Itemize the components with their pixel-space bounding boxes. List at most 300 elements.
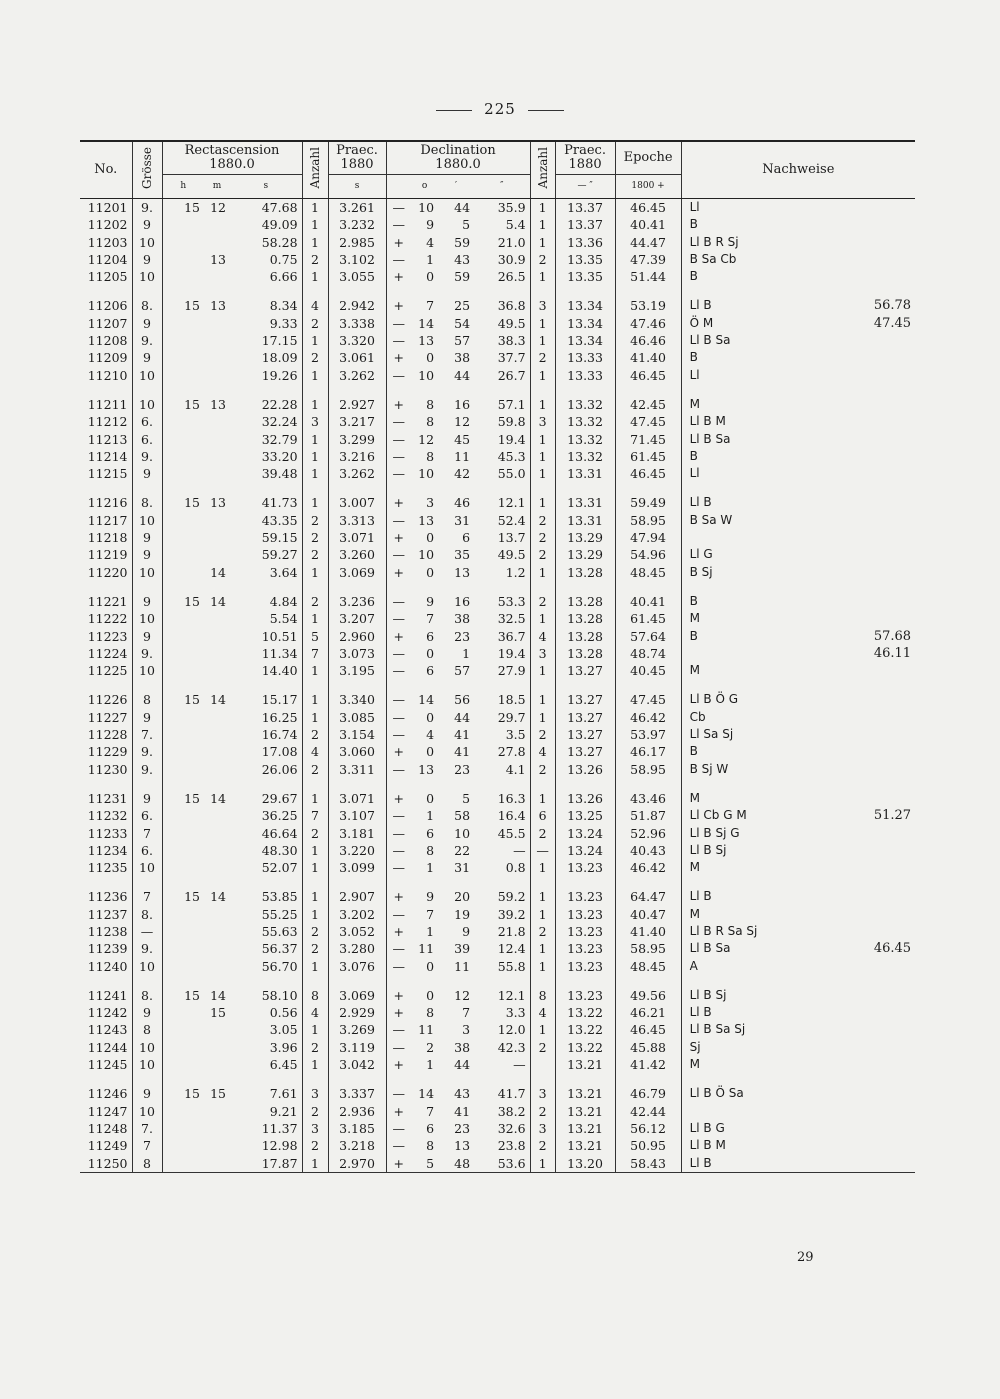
group-gap xyxy=(80,1073,915,1085)
cell-dd: 9 xyxy=(426,217,435,233)
cell-p: 3.337 xyxy=(328,1085,386,1102)
cell-h xyxy=(162,726,204,743)
cell-no: 11226 xyxy=(87,692,128,708)
cell-a: 3 xyxy=(302,413,328,430)
cell-p2: 13.21 xyxy=(555,1103,615,1120)
header-rectascension: Rectascension 1880.0 xyxy=(162,141,302,175)
cell-a2: 2 xyxy=(530,593,555,610)
cell-a2: 2 xyxy=(530,825,555,842)
cell-h: 15 xyxy=(162,494,204,511)
table-row xyxy=(80,726,915,743)
cell-ep: 57.64 xyxy=(615,628,681,645)
nachweise-text: Ll B Sj xyxy=(689,842,727,857)
cell-dd: 14 xyxy=(418,692,435,708)
cell-dsec: 45.5 xyxy=(497,825,526,841)
header-unit-arcsec: ″ xyxy=(474,175,530,199)
extra-epoch xyxy=(911,1056,915,1073)
table-row xyxy=(80,297,915,314)
cell-a2: 2 xyxy=(530,512,555,529)
cell-no: 11203 xyxy=(87,234,128,250)
cell-dsec: 55.0 xyxy=(497,466,526,482)
cell-nw xyxy=(681,1103,915,1120)
nachweise-text: Cb xyxy=(689,709,706,724)
cell-ds: — xyxy=(386,251,411,268)
cell-ep: 44.47 xyxy=(615,234,681,251)
cell-ds: — xyxy=(386,332,411,349)
cell-ds: — xyxy=(386,940,411,957)
cell-no: 11222 xyxy=(87,611,128,627)
cell-ep: 59.49 xyxy=(615,494,681,511)
extra-epoch: 47.45 xyxy=(873,315,912,331)
header-praec2-unit: — ″ xyxy=(555,175,615,199)
cell-a: 2 xyxy=(302,1039,328,1056)
cell-nw xyxy=(681,1021,915,1038)
cell-g: 9. xyxy=(132,199,162,217)
cell-dm: 38 xyxy=(454,1039,471,1055)
cell-p: 2.970 xyxy=(328,1155,386,1173)
cell-ds: — xyxy=(386,709,411,726)
table-row xyxy=(80,628,915,645)
cell-nw xyxy=(681,564,915,581)
cell-dm: 5 xyxy=(462,217,471,233)
cell-h xyxy=(162,268,204,285)
extra-epoch xyxy=(911,859,915,876)
cell-a2: 3 xyxy=(530,1085,555,1102)
cell-dm: 20 xyxy=(454,889,471,905)
cell-no: 11242 xyxy=(87,1005,128,1021)
cell-dsec: 36.8 xyxy=(497,298,526,314)
extra-epoch xyxy=(911,1155,915,1172)
nachweise-text: Ll Sa Sj xyxy=(689,727,734,742)
cell-g: 8. xyxy=(132,906,162,923)
cell-h xyxy=(162,923,204,940)
cell-dsec: 23.8 xyxy=(497,1138,526,1154)
cell-no: 11250 xyxy=(80,1155,132,1173)
cell-a2: 1 xyxy=(530,494,555,511)
nachweise-text: Ll B R Sa Sj xyxy=(689,923,758,938)
cell-a: 1 xyxy=(302,234,328,251)
cell-ep: 40.45 xyxy=(615,662,681,679)
cell-dm: 59 xyxy=(454,234,471,250)
cell-a: 2 xyxy=(302,761,328,778)
cell-a2: 1 xyxy=(530,1021,555,1038)
nachweise-text: Ll xyxy=(689,367,700,382)
cell-m xyxy=(204,1103,230,1120)
cell-a: 2 xyxy=(302,251,328,268)
cell-ds: + xyxy=(386,888,411,905)
extra-epoch: 46.11 xyxy=(873,645,912,661)
cell-nw xyxy=(681,546,915,563)
header-unit-deg: o xyxy=(411,175,438,199)
cell-p: 3.154 xyxy=(328,726,386,743)
cell-h xyxy=(162,825,204,842)
nachweise-text: Ll B Ö G xyxy=(689,692,739,707)
cell-h xyxy=(162,662,204,679)
cell-no: 11228 xyxy=(87,727,128,743)
cell-a2: 2 xyxy=(530,923,555,940)
cell-m: 14 xyxy=(210,692,226,708)
cell-ds: — xyxy=(386,958,411,975)
cell-g: 8. xyxy=(132,297,162,314)
cell-m xyxy=(204,268,230,285)
header-unit-arcmin: ′ xyxy=(438,175,474,199)
nachweise-text: Ll Cb G M xyxy=(689,808,747,823)
cell-s: 33.20 xyxy=(261,448,298,464)
table-row xyxy=(80,1137,915,1154)
cell-dsec: 53.6 xyxy=(474,1155,530,1173)
cell-p: 3.052 xyxy=(328,923,386,940)
cell-p2: 13.23 xyxy=(555,958,615,975)
cell-a: 1 xyxy=(302,216,328,233)
cell-dm: 11 xyxy=(454,448,471,464)
cell-nw xyxy=(681,234,915,251)
cell-ds: — xyxy=(386,1039,411,1056)
cell-g: 6. xyxy=(132,842,162,859)
cell-dd: 4 xyxy=(426,727,435,743)
cell-m xyxy=(204,761,230,778)
cell-h: 15 xyxy=(162,297,204,314)
cell-dm: 35 xyxy=(454,547,471,563)
cell-nw xyxy=(681,268,915,285)
cell-m xyxy=(204,431,230,448)
cell-p: 3.280 xyxy=(328,940,386,957)
cell-dd: 7 xyxy=(426,906,435,922)
table-row xyxy=(80,465,915,482)
cell-ds: — xyxy=(386,691,411,708)
cell-a: 1 xyxy=(302,906,328,923)
cell-dsec: 12.1 xyxy=(497,495,526,511)
cell-s: 18.09 xyxy=(261,350,298,366)
cell-no: 11227 xyxy=(87,709,128,725)
header-praec-unit: s xyxy=(328,175,386,199)
cell-s: 16.74 xyxy=(261,727,298,743)
cell-ep: 46.17 xyxy=(615,743,681,760)
cell-no: 11201 xyxy=(87,200,128,215)
cell-ep: 47.39 xyxy=(615,251,681,268)
cell-p: 3.320 xyxy=(328,332,386,349)
cell-g: 7 xyxy=(132,888,162,905)
cell-m xyxy=(204,743,230,760)
cell-dd: 10 xyxy=(418,547,435,563)
cell-p: 3.311 xyxy=(328,761,386,778)
cell-nw xyxy=(681,726,915,743)
cell-p2: 13.23 xyxy=(555,923,615,940)
cell-dm: 16 xyxy=(454,593,471,609)
cell-p: 3.042 xyxy=(328,1056,386,1073)
cell-s: 47.68 xyxy=(261,200,298,215)
cell-a2: 1 xyxy=(530,940,555,957)
cell-dsec: 16.3 xyxy=(497,790,526,806)
cell-a2: 3 xyxy=(530,413,555,430)
cell-dsec: 26.7 xyxy=(497,367,526,383)
cell-h xyxy=(162,431,204,448)
cell-p2: 13.21 xyxy=(555,1085,615,1102)
cell-ep: 47.46 xyxy=(615,315,681,332)
cell-a2: — xyxy=(530,842,555,859)
nachweise-text: M xyxy=(689,663,700,678)
cell-m: 14 xyxy=(210,564,226,580)
nachweise-text: Sj xyxy=(689,1039,701,1054)
cell-dd: 4 xyxy=(426,234,435,250)
cell-p: 3.207 xyxy=(328,610,386,627)
cell-m: 12 xyxy=(210,200,226,215)
cell-dsec: — xyxy=(513,1057,526,1073)
extra-epoch xyxy=(911,1021,915,1038)
cell-ds: + xyxy=(386,564,411,581)
cell-s: 19.26 xyxy=(261,367,298,383)
cell-a: 2 xyxy=(302,923,328,940)
cell-dd: 6 xyxy=(426,663,435,679)
cell-dm: 56 xyxy=(454,692,471,708)
cell-g: 10 xyxy=(132,662,162,679)
cell-no: 11211 xyxy=(87,396,128,412)
cell-g: 7 xyxy=(132,1137,162,1154)
table-row xyxy=(80,512,915,529)
extra-epoch xyxy=(911,987,915,1004)
cell-p: 2.985 xyxy=(328,234,386,251)
cell-dd: 6 xyxy=(426,628,435,644)
cell-p2: 13.25 xyxy=(555,807,615,824)
cell-s: 7.61 xyxy=(269,1086,298,1102)
cell-nw xyxy=(681,923,915,940)
cell-h xyxy=(162,743,204,760)
cell-ds: — xyxy=(386,315,411,332)
cell-ep: 47.45 xyxy=(615,413,681,430)
extra-epoch xyxy=(911,825,915,842)
cell-dm: 48 xyxy=(438,1155,474,1173)
cell-dm: 46 xyxy=(454,495,471,511)
cell-p2: 13.29 xyxy=(555,546,615,563)
cell-dd: 1 xyxy=(426,808,435,824)
cell-dm: 22 xyxy=(454,842,471,858)
cell-s: 0.75 xyxy=(269,251,298,267)
cell-a: 7 xyxy=(302,645,328,662)
cell-p2: 13.32 xyxy=(555,413,615,430)
cell-dd: 0 xyxy=(426,564,435,580)
nachweise-text: Ll xyxy=(689,466,700,481)
nachweise-text: Ll B G xyxy=(689,1120,725,1135)
cell-p: 3.071 xyxy=(328,790,386,807)
cell-a: 1 xyxy=(302,888,328,905)
cell-s: 48.30 xyxy=(261,842,298,858)
cell-p2: 13.21 xyxy=(555,1056,615,1073)
cell-ep: 45.88 xyxy=(615,1039,681,1056)
cell-m xyxy=(204,807,230,824)
cell-p2: 13.32 xyxy=(555,396,615,413)
cell-no: 11236 xyxy=(87,889,128,905)
cell-g: 6. xyxy=(132,413,162,430)
cell-nw xyxy=(681,906,915,923)
cell-m xyxy=(204,332,230,349)
table-row xyxy=(80,825,915,842)
cell-ds: — xyxy=(386,726,411,743)
cell-ep: 47.45 xyxy=(615,691,681,708)
cell-dd: 1 xyxy=(426,860,435,876)
cell-p: 3.217 xyxy=(328,413,386,430)
cell-s: 10.51 xyxy=(261,628,298,644)
cell-ds: + xyxy=(386,494,411,511)
cell-g: 9 xyxy=(132,628,162,645)
table-row xyxy=(80,367,915,384)
cell-a: 2 xyxy=(302,546,328,563)
cell-g: 10 xyxy=(132,1103,162,1120)
nachweise-text: Ll B M xyxy=(689,1138,726,1153)
cell-p2: 13.28 xyxy=(555,628,615,645)
table-row xyxy=(80,940,915,957)
cell-ds: — xyxy=(386,859,411,876)
table-row xyxy=(80,1085,915,1102)
cell-nw xyxy=(681,987,915,1004)
header-declination: Declination 1880.0 xyxy=(386,141,530,175)
cell-ep: 42.45 xyxy=(615,396,681,413)
cell-dm: 41 xyxy=(454,1103,471,1119)
cell-p2: 13.35 xyxy=(555,251,615,268)
extra-epoch xyxy=(911,958,915,975)
cell-a2: 2 xyxy=(530,726,555,743)
cell-dm: 38 xyxy=(454,350,471,366)
extra-epoch xyxy=(911,1004,915,1021)
cell-a: 1 xyxy=(302,332,328,349)
cell-g: 10 xyxy=(132,564,162,581)
cell-dd: 6 xyxy=(426,1120,435,1136)
cell-no: 11205 xyxy=(87,269,128,285)
cell-m xyxy=(204,413,230,430)
cell-g: 10 xyxy=(132,1039,162,1056)
cell-a: 2 xyxy=(302,940,328,957)
nachweise-text: Ll B Ö Sa xyxy=(689,1086,744,1101)
cell-dd: 1 xyxy=(426,251,435,267)
cell-no: 11202 xyxy=(87,217,128,233)
cell-h xyxy=(162,1120,204,1137)
cell-a: 2 xyxy=(302,1137,328,1154)
cell-p: 3.181 xyxy=(328,825,386,842)
table-row xyxy=(80,564,915,581)
cell-dm: 7 xyxy=(462,1005,471,1021)
cell-m: 14 xyxy=(210,593,226,609)
cell-ds: — xyxy=(386,512,411,529)
cell-dd: 0 xyxy=(426,530,435,546)
cell-h xyxy=(162,1155,204,1173)
cell-g: 9 xyxy=(132,593,162,610)
cell-nw xyxy=(681,859,915,876)
nachweise-text: Ll B Sj xyxy=(689,987,727,1002)
cell-h xyxy=(162,842,204,859)
nachweise-text: B xyxy=(689,448,698,463)
cell-h xyxy=(162,332,204,349)
cell-s: 15.17 xyxy=(261,692,298,708)
cell-g: 9 xyxy=(132,465,162,482)
cell-dd: 9 xyxy=(426,593,435,609)
cell-nw xyxy=(681,1085,915,1102)
table-row xyxy=(80,709,915,726)
group-gap xyxy=(80,581,915,593)
cell-ep: 58.95 xyxy=(615,512,681,529)
cell-a2: 4 xyxy=(530,628,555,645)
cell-p: 3.119 xyxy=(328,1039,386,1056)
cell-dsec: 21.8 xyxy=(497,923,526,939)
cell-m: 13 xyxy=(210,298,226,314)
cell-ds: — xyxy=(386,546,411,563)
cell-s: 43.35 xyxy=(261,512,298,528)
extra-epoch xyxy=(911,691,915,708)
extra-epoch xyxy=(911,1039,915,1056)
cell-g: 10 xyxy=(132,396,162,413)
cell-a2: 4 xyxy=(530,1004,555,1021)
cell-ds: + xyxy=(386,268,411,285)
cell-g: 9. xyxy=(132,448,162,465)
cell-s: 36.25 xyxy=(261,808,298,824)
cell-no: 11238 xyxy=(87,923,128,939)
cell-dd: 11 xyxy=(418,941,435,957)
nachweise-text: Ll B xyxy=(689,1155,712,1170)
cell-ds: — xyxy=(386,610,411,627)
cell-p2: 13.32 xyxy=(555,448,615,465)
nachweise-text: Ll B xyxy=(689,495,712,510)
cell-a: 4 xyxy=(302,1004,328,1021)
cell-h xyxy=(162,315,204,332)
cell-dsec: 36.7 xyxy=(497,628,526,644)
nachweise-text: M xyxy=(689,611,700,626)
cell-ds: — xyxy=(386,645,411,662)
cell-dd: 8 xyxy=(426,448,435,464)
cell-p2: 13.24 xyxy=(555,842,615,859)
cell-dd: 1 xyxy=(426,1057,435,1073)
cell-h: 15 xyxy=(162,691,204,708)
cell-p: 2.960 xyxy=(328,628,386,645)
cell-a: 1 xyxy=(302,268,328,285)
nachweise-text: M xyxy=(689,1057,700,1072)
cell-ep: 49.56 xyxy=(615,987,681,1004)
cell-g: 9 xyxy=(132,709,162,726)
cell-s: 17.15 xyxy=(261,333,298,349)
cell-a2: 1 xyxy=(530,268,555,285)
cell-dm: 41 xyxy=(454,744,471,760)
cell-a2: 1 xyxy=(530,216,555,233)
cell-dm: 42 xyxy=(454,466,471,482)
cell-no: 11225 xyxy=(87,663,128,679)
nachweise-text: B xyxy=(689,217,698,232)
nachweise-text: Ll G xyxy=(689,547,713,562)
cell-g: 6. xyxy=(132,807,162,824)
cell-g: — xyxy=(132,923,162,940)
cell-p2: 13.33 xyxy=(555,367,615,384)
cell-p: 3.202 xyxy=(328,906,386,923)
cell-a: 1 xyxy=(302,842,328,859)
nachweise-text: Ll B Sa xyxy=(689,941,731,956)
cell-s: 11.34 xyxy=(261,645,298,661)
cell-dsec: 53.3 xyxy=(497,593,526,609)
cell-p: 3.262 xyxy=(328,465,386,482)
cell-h xyxy=(162,529,204,546)
cell-ds: — xyxy=(386,593,411,610)
cell-a2: 4 xyxy=(530,743,555,760)
nachweise-text: B xyxy=(689,350,698,365)
table-row xyxy=(80,807,915,824)
cell-dd: 2 xyxy=(426,1039,435,1055)
extra-epoch xyxy=(911,842,915,859)
cell-ds: — xyxy=(386,413,411,430)
cell-no: 11232 xyxy=(87,808,128,824)
cell-m xyxy=(204,825,230,842)
cell-dm: 45 xyxy=(454,431,471,447)
cell-p: 3.071 xyxy=(328,529,386,546)
cell-dm: 11 xyxy=(454,958,471,974)
cell-ds: + xyxy=(386,987,411,1004)
cell-h: 15 xyxy=(162,888,204,905)
cell-h xyxy=(162,940,204,957)
cell-dm: 59 xyxy=(454,269,471,285)
cell-ds: — xyxy=(386,1021,411,1038)
